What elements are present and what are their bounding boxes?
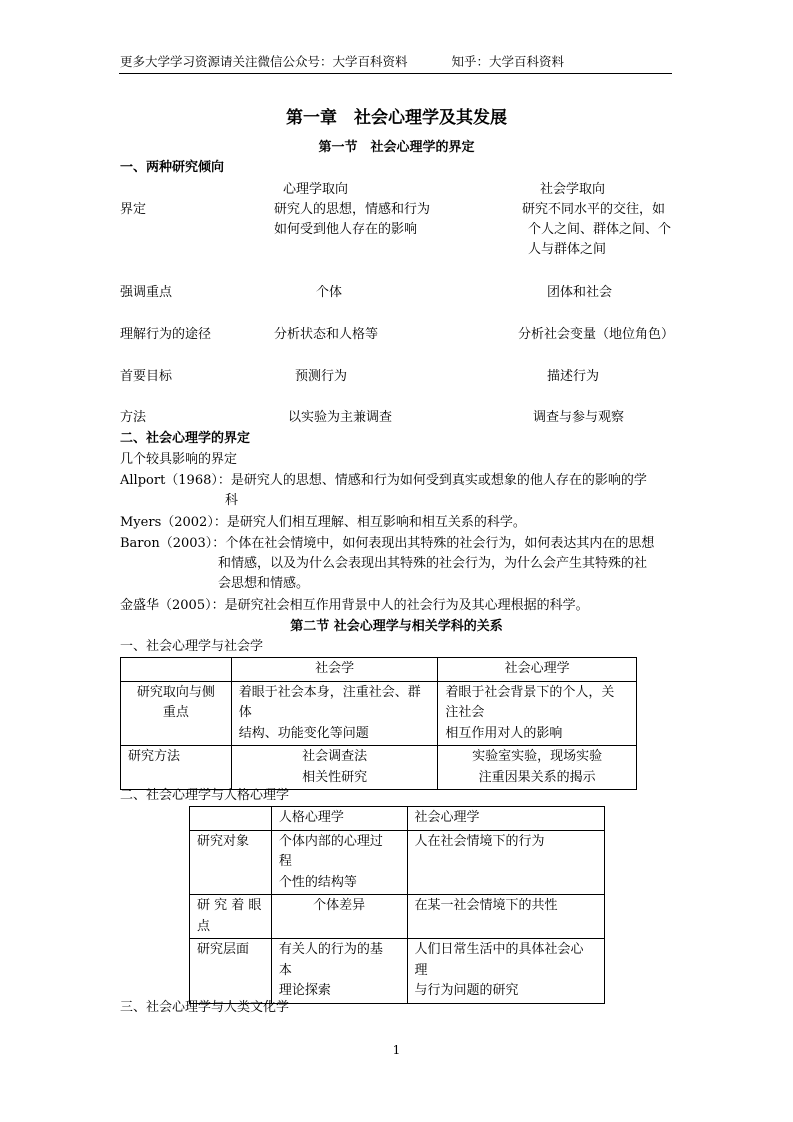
table-cell: 人在社会情境下的行为 xyxy=(407,830,605,895)
table-cell: 在某一社会情境下的共性 xyxy=(407,895,605,939)
table-cell: 研究对象 xyxy=(190,830,272,895)
part2-intro: 几个较具影响的界定 xyxy=(120,452,238,467)
table-cell: 实验室实验，现场实验 注重因果关系的揭示 xyxy=(438,746,637,790)
definition-baron: Baron（2003）：个体在社会情境中，如何表现出其特殊的社会行为，如何表达其内在的思想 和情感，以及为什么会表现出其特殊的社会行为，为什么会产生其特殊的社 会思想和情感。 xyxy=(120,536,655,591)
table-header-row xyxy=(190,807,605,831)
page-number: 1 xyxy=(392,1043,401,1057)
table-header-row xyxy=(121,658,637,682)
row-label: 首要目标 xyxy=(120,369,173,384)
header-rule xyxy=(119,73,672,74)
row-psych-text: 分析状态和人格等 xyxy=(274,327,379,342)
table-cell: 社会调查法 相关性研究 xyxy=(231,746,438,790)
col-socio-header: 社会学取向 xyxy=(540,182,606,197)
row-psych-text: 研究人的思想，情感和行为 如何受到他人存在的影响 xyxy=(274,202,431,237)
table-cell: 研究取向与侧 重点 xyxy=(121,681,232,746)
table-cell: 社会心理学 xyxy=(438,658,637,682)
part1-heading: 一、两种研究倾向 xyxy=(120,160,225,175)
table-cell: 研究方法 xyxy=(121,746,232,790)
col-psych-header: 心理学取向 xyxy=(283,182,349,197)
row-socio-text: 分析社会变量（地位角色） xyxy=(518,327,675,342)
personality-comparison-table xyxy=(189,806,605,1004)
table-row xyxy=(190,830,605,895)
row-label: 强调重点 xyxy=(120,285,173,300)
section2-title: 第二节 社会心理学与相关学科的关系 xyxy=(290,619,503,634)
table-cell: 着眼于社会背景下的个人，关 注社会 相互作用对人的影响 xyxy=(438,681,637,746)
part2-heading: 二、社会心理学的界定 xyxy=(120,431,251,446)
table2-heading: 二、社会心理学与人格心理学 xyxy=(120,788,290,803)
page-header xyxy=(120,52,564,72)
table-row xyxy=(121,681,637,746)
row-label: 理解行为的途径 xyxy=(120,327,212,342)
table-cell: 着眼于社会本身，注重社会、群 体 结构、功能变化等问题 xyxy=(231,681,438,746)
table1-heading: 一、社会心理学与社会学 xyxy=(120,639,264,654)
definition-jin: 金盛华（2005）：是研究社会相互作用背景中人的社会行为及其心理根据的科学。 xyxy=(120,598,589,613)
definition-allport: Allport（1968）：是研究人的思想、情感和行为如何受到真实或想象的他人存在的影响的学 科 xyxy=(120,473,647,508)
table-cell: 个体内部的心理过 程 个性的结构等 xyxy=(271,830,407,895)
row-socio-text: 调查与参与观察 xyxy=(533,410,625,425)
table-cell: 人格心理学 xyxy=(271,807,407,831)
table-cell: 研究层面 xyxy=(190,939,272,1004)
row-socio-text: 研究不同水平的交往，如 个人之间、群体之间、个 人与群体之间 xyxy=(522,202,672,257)
table-cell: 研 究 着 眼 点 xyxy=(190,895,272,939)
row-socio-text: 团体和社会 xyxy=(547,285,613,300)
table-cell: 社会心理学 xyxy=(407,807,605,831)
header-left-text: 更多大学学习资源请关注微信公众号：大学百科资料 xyxy=(120,54,408,69)
section1-title: 第一节 社会心理学的界定 xyxy=(318,140,475,155)
table-row xyxy=(190,939,605,1004)
row-psych-text: 以实验为主兼调查 xyxy=(288,410,393,425)
table-cell: 个体差异 xyxy=(271,895,407,939)
table-cell: 人们日常生活中的具体社会心 理 与行为问题的研究 xyxy=(407,939,605,1004)
row-socio-text: 描述行为 xyxy=(547,369,600,384)
table-row xyxy=(121,746,637,790)
header-right-text: 知乎：大学百科资料 xyxy=(451,54,565,69)
row-label: 界定 xyxy=(120,202,147,217)
definition-myers: Myers（2002）：是研究人们相互理解、相互影响和相互关系的科学。 xyxy=(120,515,526,530)
part3-heading: 三、社会心理学与人类文化学 xyxy=(120,1000,290,1015)
table-cell: 社会学 xyxy=(231,658,438,682)
table-cell xyxy=(121,658,232,682)
chapter-title: 第一章 社会心理学及其发展 xyxy=(286,108,507,128)
sociology-comparison-table xyxy=(120,657,637,790)
row-psych-text: 个体 xyxy=(316,285,343,300)
row-psych-text: 预测行为 xyxy=(295,369,348,384)
table-cell xyxy=(190,807,272,831)
table-cell: 有关人的行为的基 本 理论探索 xyxy=(271,939,407,1004)
row-label: 方法 xyxy=(120,410,147,425)
table-row xyxy=(190,895,605,939)
